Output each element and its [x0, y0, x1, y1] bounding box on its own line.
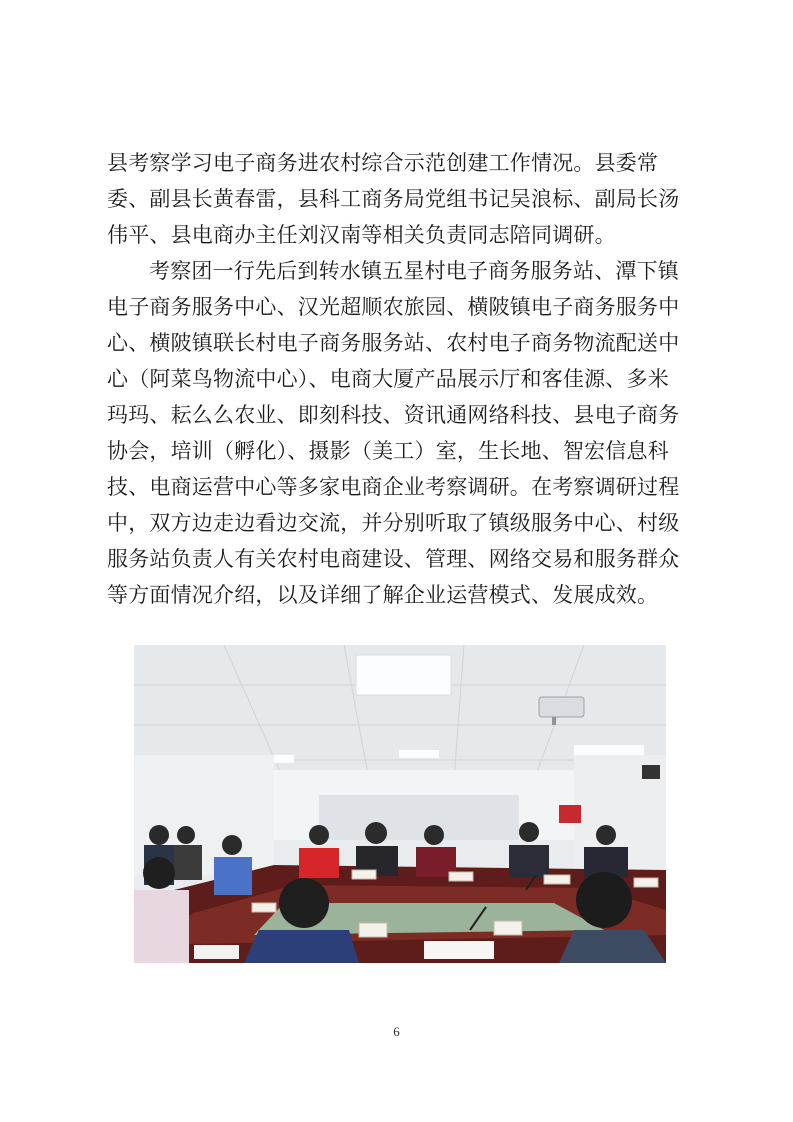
paragraph-2-line: 中，双方边走边看边交流，并分别听取了镇级服务中心、村级	[107, 511, 680, 535]
paragraph-2-line: 玛玛、耘么么农业、即刻科技、资讯通网络科技、县电子商务	[107, 403, 680, 427]
paragraph-2-line: 考察团一行先后到转水镇五星村电子商务服务站、潭下镇	[149, 259, 679, 283]
paragraph-2-line: 电子商务服务中心、汉光超顺农旅园、横陂镇电子商务服务中	[107, 295, 680, 319]
body-text	[107, 145, 689, 613]
paragraph-2-line: 心、横陂镇联长村电子商务服务站、农村电子商务物流配送中	[107, 331, 680, 355]
paragraph-2-line: 协会，培训（孵化）、摄影（美工）室，生长地、智宏信息科	[107, 439, 669, 463]
paragraph-2-line: 等方面情况介绍，以及详细了解企业运营模式、发展成效。	[107, 583, 659, 607]
page-number: 6	[393, 1024, 400, 1039]
paragraph-2-line: 心（阿菜鸟物流中心）、电商大厦产品展示厅和客佳源、多米	[107, 367, 669, 391]
paragraph-1-line: 伟平、县电商办主任刘汉南等相关负责同志陪同调研。	[107, 223, 616, 247]
paragraph-1-line: 县考察学习电子商务进农村综合示范创建工作情况。县委常	[107, 151, 659, 175]
paragraph-2-line: 技、电商运营中心等多家电商企业考察调研。在考察调研过程	[107, 475, 680, 499]
paragraph-2-line: 服务站负责人有关农村电商建设、管理、网络交易和服务群众	[107, 547, 680, 571]
paragraph-1-line: 委、副县长黄春雷，县科工商务局党组书记吴浪标、副局长汤	[107, 187, 680, 211]
meeting-photo	[134, 645, 666, 963]
